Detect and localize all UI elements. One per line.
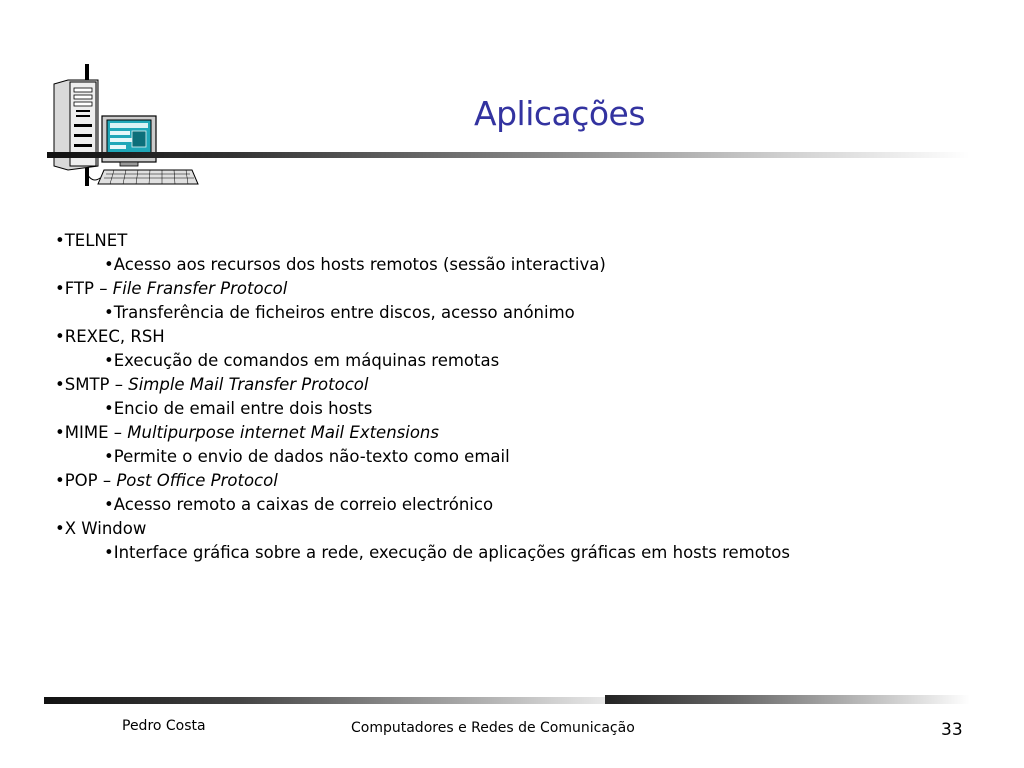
sub-bullet-smtp: •Encio de email entre dois hosts	[104, 399, 373, 418]
slide-title: Aplicações	[474, 94, 646, 133]
page-number: 33	[941, 720, 963, 740]
bullet-smtp: •SMTP – Simple Mail Transfer Protocol	[55, 375, 369, 394]
sub-bullet-ftp: •Transferência de ficheiros entre discos, acesso anónimo	[104, 303, 575, 322]
sub-bullet-xwindow: •Interface gráfica sobre a rede, execução de aplicações gráficas em hosts remotos	[104, 543, 790, 562]
sub-bullet-rexec: •Execução de comandos em máquinas remotas	[104, 351, 500, 370]
bullet-xwindow: •X Window	[55, 519, 147, 538]
bullet-rexec: •REXEC, RSH	[55, 327, 165, 346]
bullet-pop: •POP – Post Office Protocol	[55, 471, 278, 490]
footer-divider-right	[605, 695, 970, 704]
bullet-ftp: •FTP – File Fransfer Protocol	[55, 279, 288, 298]
sub-bullet-pop: •Acesso remoto a caixas de correio electrónico	[104, 495, 494, 514]
footer-divider-left	[44, 697, 605, 704]
bullet-telnet: •TELNET	[55, 231, 128, 250]
bullet-mime: •MIME – Multipurpose internet Mail Extensions	[55, 423, 439, 442]
title-divider	[47, 152, 970, 158]
footer-course: Computadores e Redes de Comunicação	[351, 720, 635, 736]
bullet-list	[55, 229, 790, 565]
sub-bullet-mime: •Permite o envio de dados não-texto como email	[104, 447, 510, 466]
sub-bullet-telnet: •Acesso aos recursos dos hosts remotos (sessão interactiva)	[104, 255, 606, 274]
footer-author: Pedro Costa	[122, 718, 206, 734]
